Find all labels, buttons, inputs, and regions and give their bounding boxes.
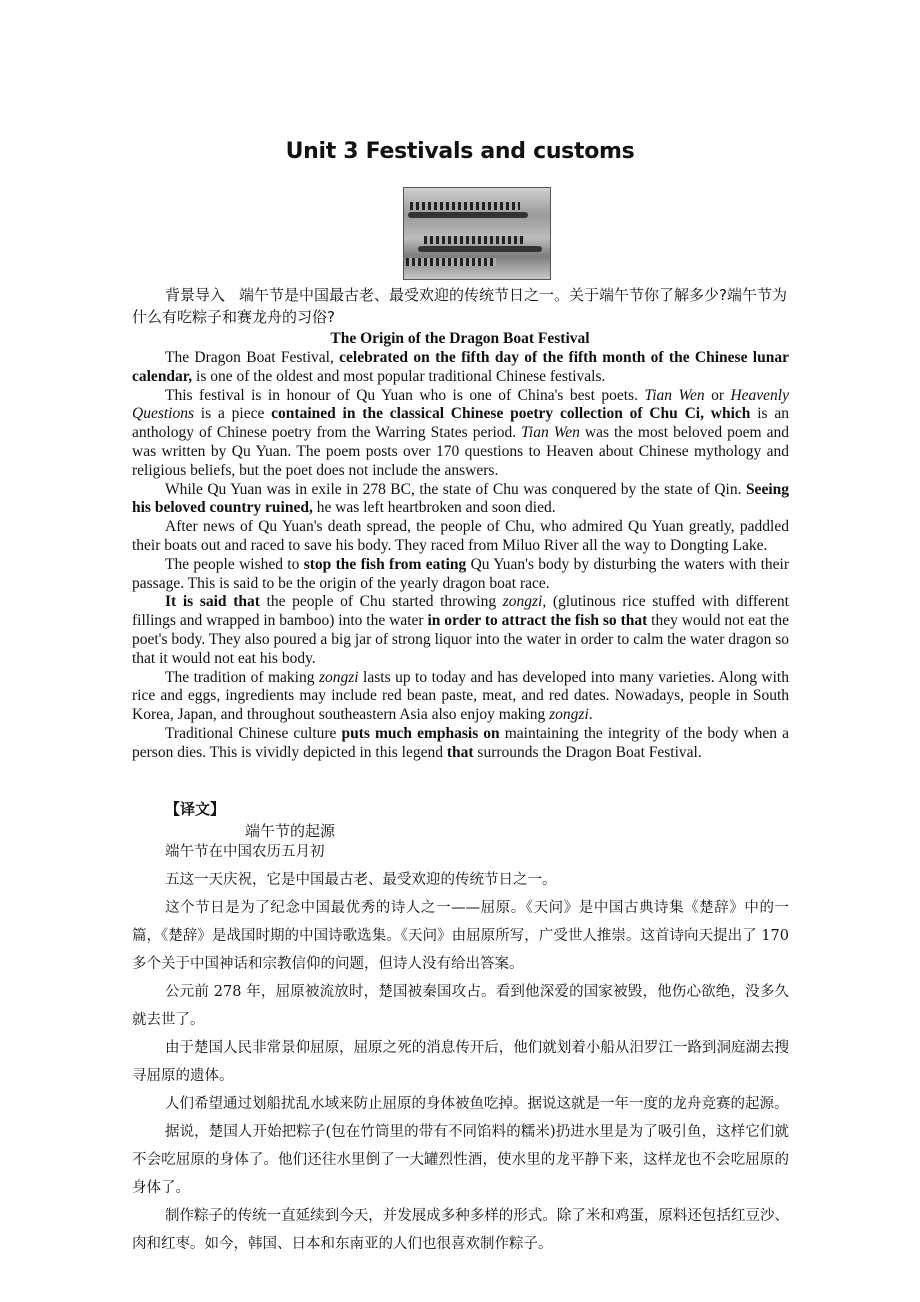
- text-segment: The tradition of making: [165, 668, 319, 686]
- text-segment: zongzi: [318, 668, 359, 686]
- text-segment: The people wished to: [165, 555, 304, 573]
- chinese-passage: [132, 838, 789, 1258]
- text-segment: Traditional Chinese culture: [165, 724, 342, 742]
- text-segment: Qu Yuan's body by disturbing the waters with their passage. This is said to be the origin of the yearly dragon boat race.: [132, 555, 789, 592]
- text-segment: in order to attract the fish so that: [427, 612, 648, 630]
- text-segment: zongzi: [549, 706, 589, 724]
- english-paragraph: [132, 556, 789, 594]
- text-segment: surrounds the Dragon Boat Festival.: [473, 743, 702, 761]
- text-segment: .: [588, 706, 593, 724]
- text-segment: the people of Chu started throwing: [259, 593, 503, 611]
- text-segment: is an anthology of Chinese poetry from the Warring States period.: [132, 405, 789, 442]
- text-segment: Seeing his beloved country ruined,: [132, 480, 789, 517]
- chinese-paragraph: 端午节在中国农历五月初: [165, 844, 325, 860]
- text-segment: contained in the classical Chinese poetry collection of Chu Ci, which: [271, 405, 751, 423]
- chinese-paragraph: 五这一天庆祝，它是中国最古老、最受欢迎的传统节日之一。: [165, 872, 557, 888]
- text-segment: was the most beloved poem and was written by Qu Yuan. The poem posts over 170 questions to Heaven about Chinese mythology and religious beliefs, but the poet does not include the answers.: [132, 424, 789, 479]
- text-segment: After news of Qu Yuan's death spread, the people of Chu, who admired Qu Yuan greatly, paddled their boats out and raced to save his body. They raced from Miluo River all the way to Dongting Lake.: [132, 518, 789, 554]
- text-segment: maintaining the integrity of the body when a person dies. This is vividly depicted in this legend: [132, 724, 789, 761]
- text-segment: Heavenly Questions: [132, 386, 789, 423]
- english-paragraph: [132, 725, 789, 763]
- text-segment: puts much emphasis on: [341, 724, 500, 742]
- english-title: The Origin of the Dragon Boat Festival: [330, 330, 590, 347]
- english-passage: [132, 349, 789, 763]
- text-segment: or: [704, 386, 731, 404]
- text-segment: zongzi,: [502, 593, 547, 611]
- text-segment: is a piece: [194, 405, 272, 423]
- text-segment: (glutinous rice stuffed with different fillings and wrapped in bamboo) into the water: [132, 593, 789, 630]
- chinese-paragraph: 据说，楚国人开始把粽子(包在竹筒里的带有不同馅料的糯米)扔进水里是为了吸引鱼，这样它们就不会吃屈原的身体了。他们还往水里倒了一大罐烈性酒，使水里的龙平静下来，这样龙也不会吃屈原的身体了。: [132, 1124, 789, 1196]
- chinese-paragraph: 人们希望通过划船扰乱水域来防止屈原的身体被鱼吃掉。据说这就是一年一度的龙舟竞赛的起源。: [165, 1096, 789, 1112]
- english-paragraph: [132, 481, 789, 519]
- chinese-paragraph: 公元前 278 年，屈原被流放时，楚国被秦国攻占。看到他深爱的国家被毁，他伤心欲绝，没多久就去世了。: [132, 984, 789, 1028]
- text-segment: is one of the oldest and most popular traditional Chinese festivals.: [192, 367, 606, 385]
- text-segment: While Qu Yuan was in exile in 278 BC, the state of Chu was conquered by the state of Qin.: [165, 480, 746, 498]
- chinese-paragraph: 由于楚国人民非常景仰屈原，屈原之死的消息传开后，他们就划着小船从汨罗江一路到洞庭湖去搜寻屈原的遗体。: [132, 1040, 789, 1084]
- english-paragraph: [132, 518, 789, 556]
- background-intro: [132, 284, 789, 328]
- intro-label: 背景导入: [165, 286, 226, 304]
- text-segment: he was left heartbroken and soon died.: [312, 499, 556, 517]
- dragon-boat-photo: [403, 187, 551, 280]
- chinese-paragraph: 这个节日是为了纪念中国最优秀的诗人之一——屈原。《天问》是中国古典诗集《楚辞》中的一篇，《楚辞》是战国时期的中国诗歌选集。《天问》由屈原所写，广受世人推崇。这首诗向天提出了 170 多个关于中国神话和宗教信仰的问题，但诗人没有给出答案。: [132, 900, 789, 972]
- text-segment: stop the fish from eating: [303, 555, 467, 573]
- text-segment: Tian Wen: [521, 424, 580, 442]
- translation-label: 【译文】: [165, 800, 226, 818]
- chinese-title: 端午节的起源: [245, 822, 336, 840]
- english-paragraph: [132, 387, 789, 481]
- text-segment: that: [446, 743, 474, 761]
- text-segment: they would not eat the poet's body. They also poured a big jar of strong liquor into the water in order to calm the water dragon so that it would not eat his body.: [132, 612, 789, 667]
- text-segment: Tian Wen: [644, 386, 705, 404]
- text-segment: It is said that: [165, 593, 260, 611]
- intro-text: 端午节是中国最古老、最受欢迎的传统节日之一。关于端午节你了解多少?端午节为什么有吃粽子和赛龙舟的习俗?: [132, 286, 787, 326]
- text-segment: celebrated on the fifth day of the fifth month of the Chinese lunar calendar,: [132, 349, 789, 385]
- english-paragraph: [132, 349, 789, 387]
- text-segment: lasts up to today and has developed into many varieties. Along with rice and eggs, ingredients may include red bean paste, meat, and red dates. Nowadays, people in South Korea, Japan, and throughout southeastern Asia also enjoy making: [132, 668, 789, 724]
- text-segment: The Dragon Boat Festival,: [165, 349, 340, 366]
- english-paragraph: [132, 669, 789, 725]
- text-segment: This festival is in honour of Qu Yuan who is one of China's best poets.: [165, 386, 645, 404]
- chinese-paragraph: 制作粽子的传统一直延续到今天，并发展成多种多样的形式。除了米和鸡蛋，原料还包括红豆沙、肉和红枣。如今，韩国、日本和东南亚的人们也很喜欢制作粽子。: [132, 1208, 789, 1252]
- unit-title: Unit 3 Festivals and customs: [285, 139, 635, 164]
- english-paragraph: [132, 593, 789, 668]
